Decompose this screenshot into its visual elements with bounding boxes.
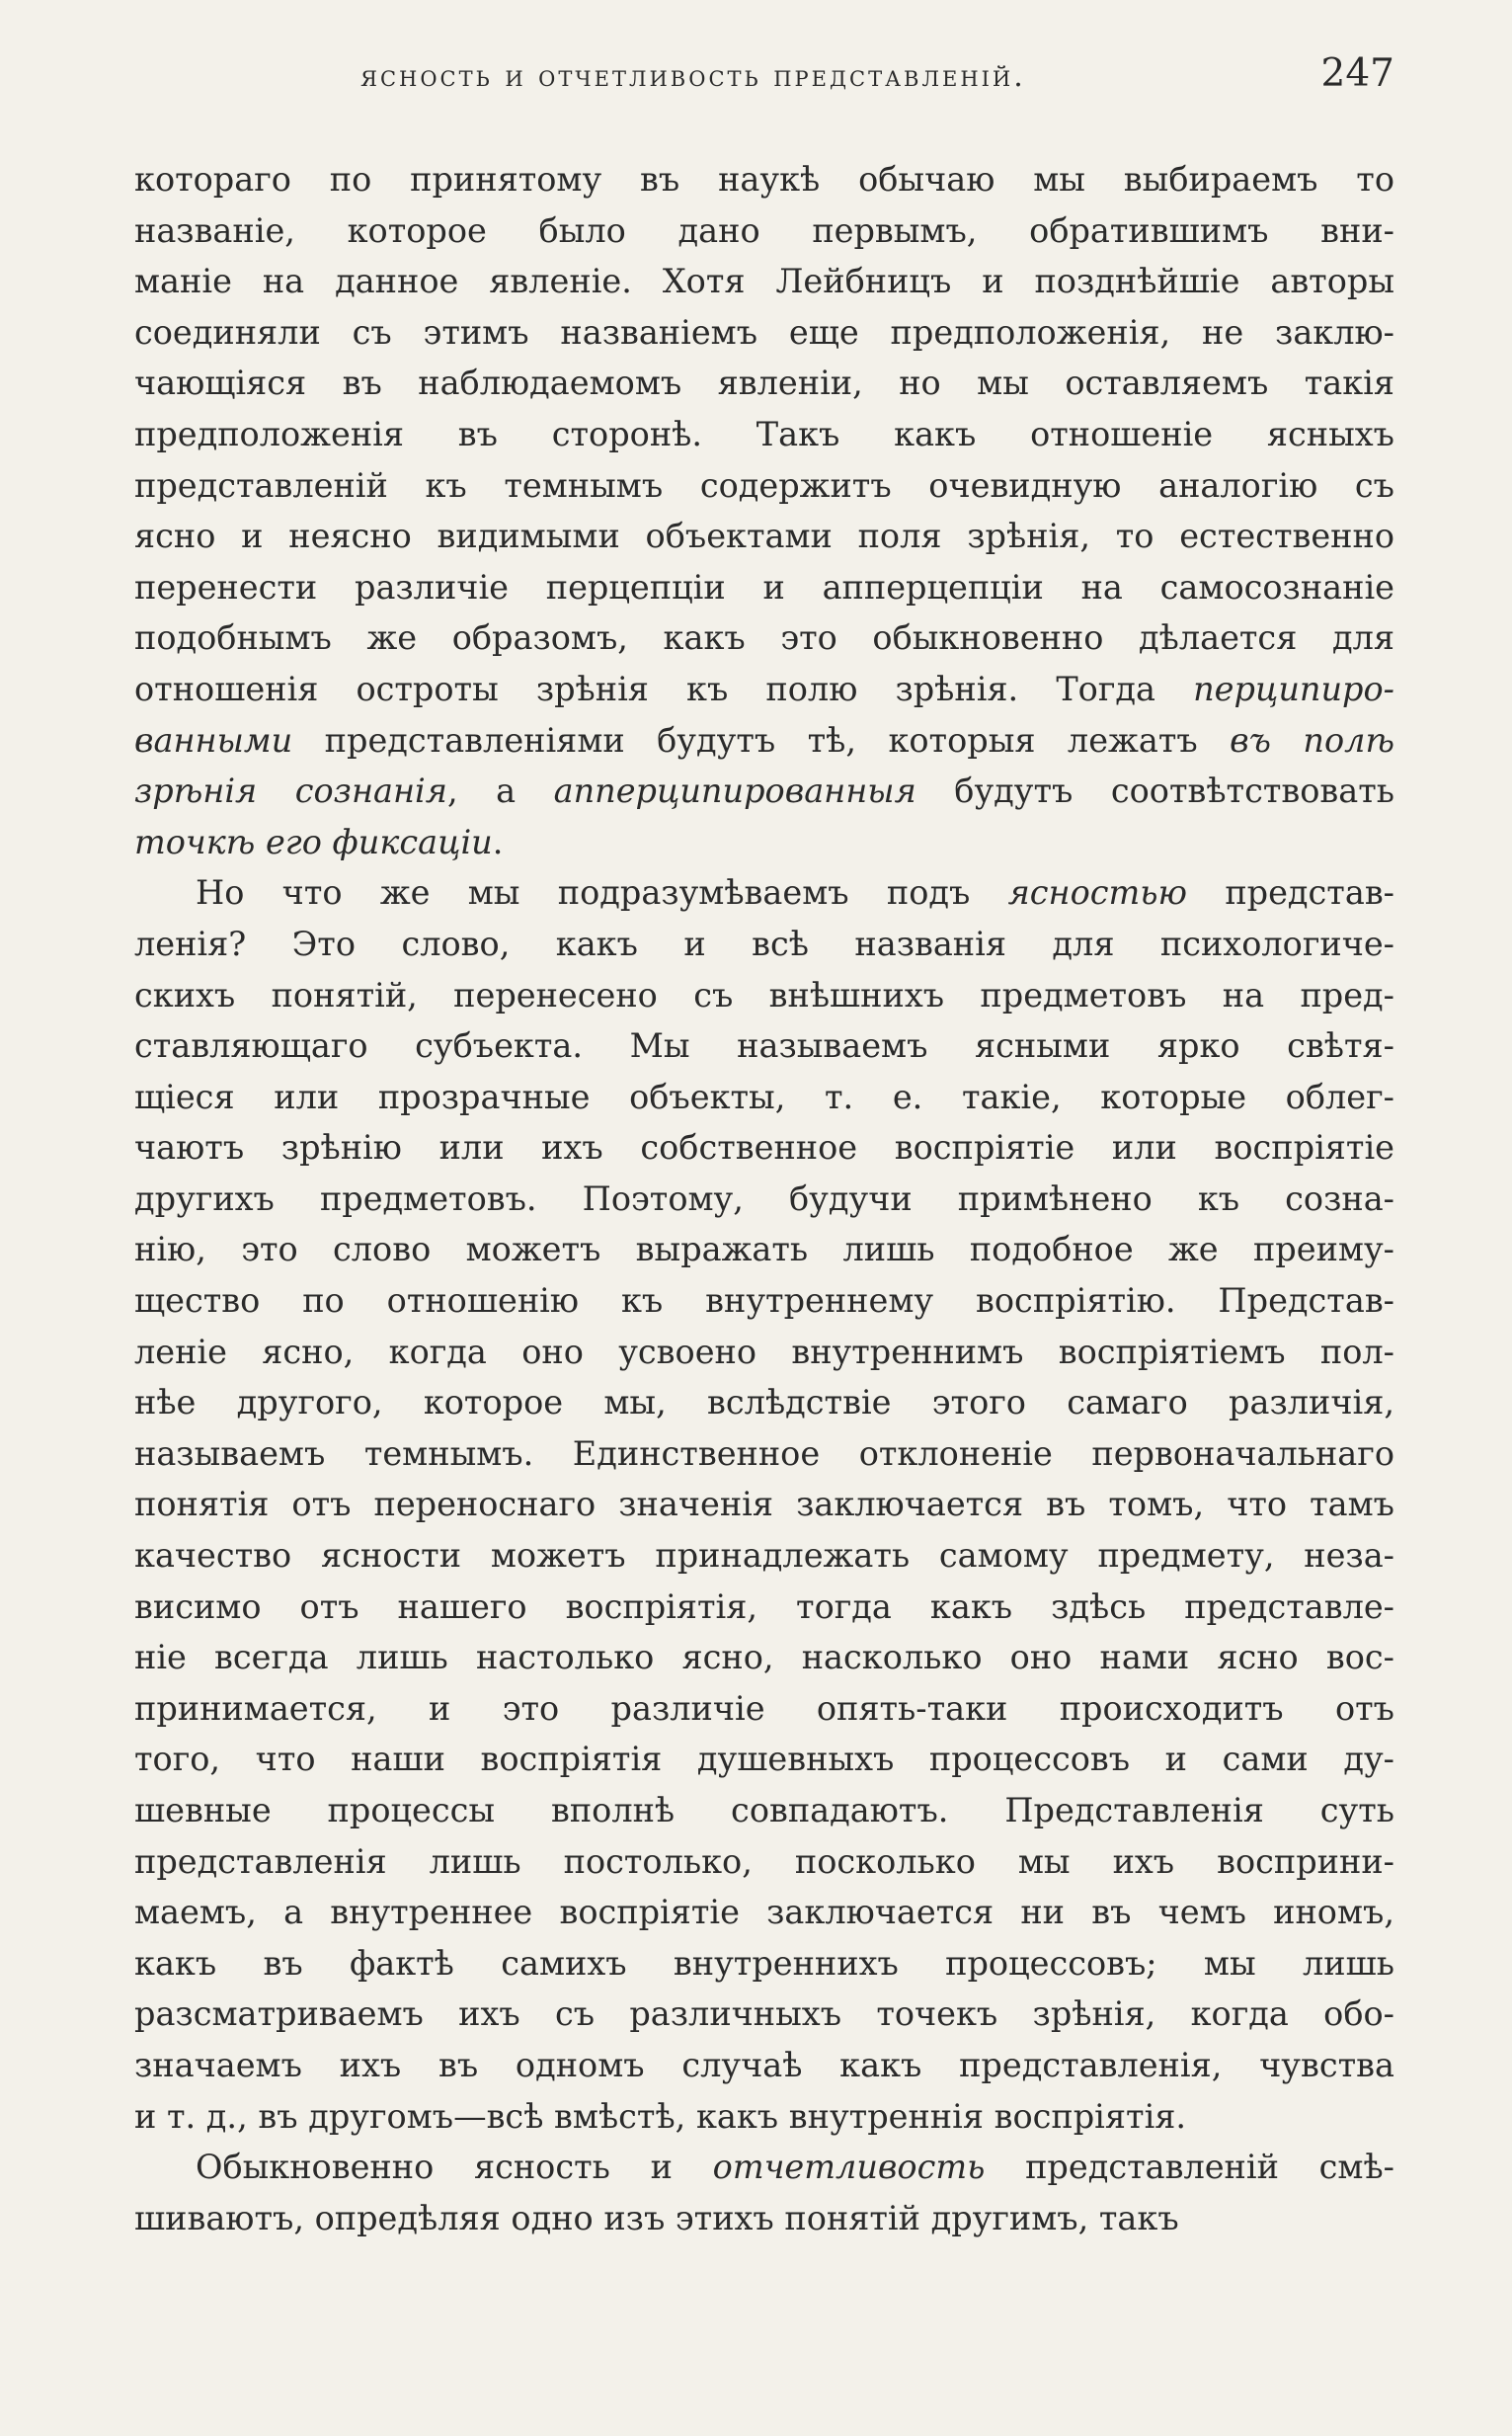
text-run: щіеся или прозрачные объекты, т. е. такіе, которые облег-: [134, 1077, 1394, 1116]
text-line: [134, 1224, 1394, 1275]
text-line: [134, 1020, 1394, 1072]
text-line: [134, 664, 1394, 715]
text-run: , а: [446, 771, 554, 811]
text-run: нѣе другого, которое мы, вслѣдствіе этого самаго различія,: [134, 1383, 1394, 1422]
text-line: [134, 1734, 1394, 1785]
text-run: того, что наши воспріятія душевныхъ процессовъ и сами ду-: [134, 1740, 1394, 1779]
text-run: ніе всегда лишь настолько ясно, насколько оно нами ясно вос-: [134, 1638, 1394, 1677]
text-line: [134, 1479, 1394, 1530]
text-run: подобнымъ же образомъ, какъ это обыкновенно дѣлается для: [134, 618, 1394, 658]
text-line: [134, 715, 1394, 767]
text-run: ленія? Это слово, какъ и всѣ названія для психологиче-: [134, 924, 1394, 963]
text-line: [134, 2142, 1394, 2193]
text-run: называемъ темнымъ. Единственное отклоненіе первоначальнаго: [134, 1433, 1394, 1473]
text-run: ясно и неясно видимыми объектами поля зрѣнія, то естественно: [134, 517, 1394, 556]
text-run: другихъ предметовъ. Поэтому, будучи примѣнено къ созна-: [134, 1178, 1394, 1218]
body-text: [134, 154, 1394, 2243]
text-line: [134, 2040, 1394, 2091]
text-run: маемъ, а внутреннее воспріятіе заключается ни въ чемъ иномъ,: [134, 1893, 1394, 1932]
text-line: [134, 1122, 1394, 1174]
running-head: [128, 51, 1394, 111]
text-run: котораго по принятому въ наукѣ обычаю мы выбираемъ то: [134, 160, 1394, 199]
text-line: [134, 1327, 1394, 1378]
italic-run: точкѣ его фиксаціи: [134, 822, 493, 861]
text-line: [134, 919, 1394, 970]
text-run: леніе ясно, когда оно усвоено внутреннимъ воспріятіемъ пол-: [134, 1332, 1394, 1371]
text-line: [134, 1632, 1394, 1683]
text-line: [134, 2091, 1394, 2143]
text-run: чающіяся въ наблюдаемомъ явленіи, но мы оставляемъ такія: [134, 364, 1394, 403]
italic-run: ванными: [134, 720, 293, 760]
text-line: [134, 1377, 1394, 1428]
text-run: чаютъ зрѣнію или ихъ собственное воспріятіе или воспріятіе: [134, 1128, 1394, 1168]
text-line: [134, 1683, 1394, 1735]
text-line: [134, 867, 1394, 919]
text-run: соединяли съ этимъ названіемъ еще предположенія, не заклю-: [134, 312, 1394, 352]
text-line: [134, 1174, 1394, 1225]
text-run: щество по отношенію къ внутреннему воспріятію. Представ-: [134, 1281, 1394, 1321]
text-line: [134, 256, 1394, 307]
text-line: [134, 460, 1394, 512]
text-line: [134, 1989, 1394, 2040]
text-run: какъ въ фактѣ самихъ внутреннихъ процессовъ; мы лишь: [134, 1943, 1394, 1983]
text-run: и т. д., въ другомъ—всѣ вмѣстѣ, какъ внутреннія воспріятія.: [134, 2096, 1187, 2136]
text-line: [134, 511, 1394, 562]
text-run: представленія лишь постолько, посколько мы ихъ восприни-: [134, 1841, 1394, 1881]
text-run: скихъ понятій, перенесено съ внѣшнихъ предметовъ на пред-: [134, 975, 1394, 1015]
text-line: [134, 1275, 1394, 1327]
italic-run: зрѣнія сознанія: [134, 771, 447, 811]
text-line: [134, 766, 1394, 817]
italic-run: ясностью: [1007, 873, 1188, 913]
text-run: разсматриваемъ ихъ съ различныхъ точекъ зрѣнія, когда обо-: [134, 1994, 1394, 2034]
text-run: Обыкновенно ясность и: [196, 2148, 713, 2187]
text-run: шевные процессы вполнѣ совпадаютъ. Представленія суть: [134, 1791, 1394, 1829]
text-run: понятія отъ переноснаго значенія заключается въ томъ, что тамъ: [134, 1485, 1394, 1524]
text-line: [134, 1887, 1394, 1938]
text-run: предположенія въ сторонѣ. Такъ какъ отношеніе ясныхъ: [134, 414, 1394, 453]
text-line: [134, 970, 1394, 1021]
text-line: [134, 1836, 1394, 1888]
text-run: представленіями будутъ тѣ, которыя лежатъ: [292, 720, 1231, 760]
text-run: шиваютъ, опредѣляя одно изъ этихъ понятій другимъ, такъ: [134, 2198, 1179, 2237]
text-run: качество ясности можетъ принадлежать самому предмету, неза-: [134, 1536, 1394, 1576]
text-run: будутъ соотвѣтствовать: [915, 771, 1394, 811]
paragraph: [134, 2142, 1394, 2243]
text-line: [134, 612, 1394, 664]
text-line: [134, 1785, 1394, 1836]
text-run: Но что же мы подразумѣваемъ подъ: [196, 873, 1008, 913]
text-run: представленій смѣ-: [985, 2148, 1394, 2187]
text-run: ставляющаго субъекта. Мы называемъ ясными ярко свѣтя-: [134, 1026, 1394, 1066]
italic-run: въ полѣ: [1230, 720, 1394, 760]
paragraph: [134, 154, 1394, 867]
text-line: [134, 562, 1394, 613]
text-run: .: [492, 822, 504, 861]
paragraph: [134, 867, 1394, 2142]
text-run: представ-: [1187, 873, 1394, 913]
text-run: принимается, и это различіе опять-таки происходитъ отъ: [134, 1688, 1394, 1728]
text-run: представленій къ темнымъ содержитъ очевидную аналогію съ: [134, 465, 1394, 505]
text-line: [134, 1530, 1394, 1582]
text-run: висимо отъ нашего воспріятія, тогда какъ здѣсь представле-: [134, 1586, 1394, 1626]
text-run: названіе, которое было дано первымъ, обратившимъ вни-: [134, 210, 1394, 250]
text-run: нію, это слово можетъ выражать лишь подобное же преиму-: [134, 1230, 1394, 1269]
italic-run: апперципированныя: [553, 771, 916, 811]
text-line: [134, 409, 1394, 460]
text-line: [134, 205, 1394, 257]
text-line: [134, 154, 1394, 205]
text-line: [134, 1938, 1394, 1989]
text-line: [134, 358, 1394, 409]
running-title: ясность и отчетливость представленій.: [360, 59, 1026, 94]
text-run: перенести различіе перцепціи и апперцепціи на самосознаніе: [134, 567, 1394, 607]
italic-run: отчетливость: [712, 2148, 986, 2187]
text-run: маніе на данное явленіе. Хотя Лейбницъ и позднѣйшіе авторы: [134, 262, 1394, 301]
text-line: [134, 1582, 1394, 1633]
text-line: [134, 307, 1394, 359]
page-number: 247: [1320, 51, 1394, 96]
text-line: [134, 1428, 1394, 1480]
italic-run: перципиро-: [1193, 669, 1394, 708]
text-run: отношенія остроты зрѣнія къ полю зрѣнія. Тогда: [134, 669, 1194, 708]
text-line: [134, 1072, 1394, 1123]
text-line: [134, 2193, 1394, 2244]
text-run: значаемъ ихъ въ одномъ случаѣ какъ представленія, чувства: [134, 2045, 1394, 2084]
text-line: [134, 817, 1394, 868]
